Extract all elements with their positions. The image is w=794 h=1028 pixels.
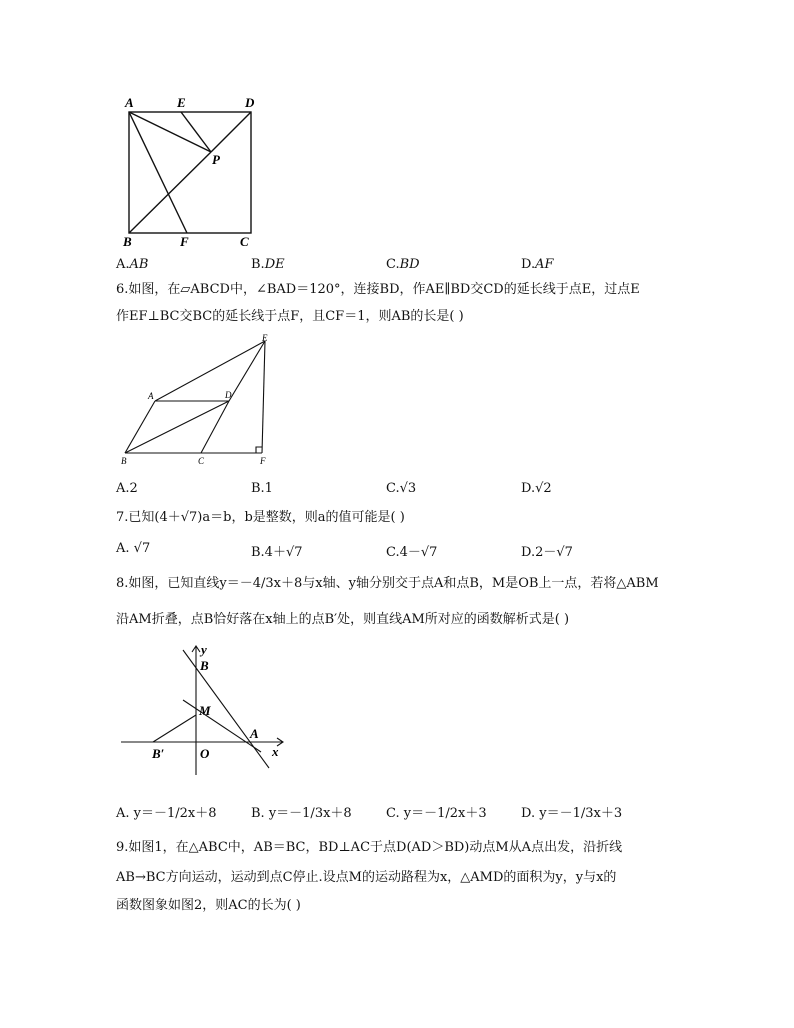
label-O: O [200, 746, 210, 761]
label-D: D [225, 390, 232, 400]
square-figure [115, 90, 275, 250]
q8-stem-line1: 8.如图，已知直线y＝－4/3x＋8与x轴、y轴分别交于点A和点B，M是OB上一点，若将△ABM [116, 576, 659, 591]
q8-option-a: A. y＝－1/2x＋8 [116, 806, 217, 821]
label-A: A [250, 726, 259, 741]
label-B-prime: B′ [152, 746, 165, 761]
q6-option-a: A.2 [116, 481, 138, 496]
q5-option-b: B.DE [251, 257, 285, 272]
label-F: F [180, 234, 189, 249]
coordinate-figure [115, 640, 300, 775]
label-E: E [177, 95, 186, 110]
label-C: C [240, 234, 249, 249]
q6-option-b: B.1 [251, 481, 273, 496]
q7-option-c: C.4－√7 [386, 545, 438, 560]
q6-option-c: C.√3 [386, 481, 417, 496]
x-axis-label: x [272, 744, 279, 759]
q8-option-b: B. y＝－1/3x＋8 [251, 806, 352, 821]
q7-stem: 7.已知(4＋√7)a＝b，b是整数，则a的值可能是( ) [116, 510, 405, 525]
label-C: C [198, 456, 205, 466]
q9-stem-line1: 9.如图1，在△ABC中，AB＝BC，BD⊥AC于点D(AD＞BD)动点M从A点出发，沿折线 [116, 840, 623, 855]
q6-stem-line1: 6.如图，在▱ABCD中，∠BAD＝120°，连接BD，作AE∥BD交CD的延长线于点E，过点E [116, 282, 640, 297]
label-B: B [123, 234, 132, 249]
label-P: P [212, 152, 220, 167]
label-A: A [148, 391, 154, 401]
q8-option-c: C. y＝－1/2x＋3 [386, 806, 487, 821]
q7-option-b: B.4＋√7 [251, 545, 303, 560]
label-M: M [199, 703, 211, 718]
label-B: B [121, 456, 127, 466]
q8-option-d: D. y＝－1/3x＋3 [521, 806, 623, 821]
q8-stem-line2: 沿AM折叠，点B恰好落在x轴上的点B′处，则直线AM所对应的函数解析式是( ) [116, 612, 570, 627]
q5-option-a: A.AB [116, 257, 149, 272]
q5-option-c: C.BD [386, 257, 420, 272]
label-B: B [200, 658, 209, 673]
label-F: F [260, 456, 266, 466]
label-A: A [125, 95, 134, 110]
q7-option-d: D.2－√7 [521, 545, 573, 560]
y-axis-label: y [201, 642, 207, 657]
q9-stem-line2: AB→BC方向运动，运动到点C停止.设点M的运动路程为x，△AMD的面积为y，y与x的 [116, 870, 617, 885]
q7-option-a: A. √7 [116, 541, 151, 556]
q6-stem-line2: 作EF⊥BC交BC的延长线于点F，且CF＝1，则AB的长是( ) [116, 309, 464, 324]
label-D: D [245, 95, 255, 110]
q6-option-d: D.√2 [521, 481, 552, 496]
q5-option-d: D.AF [521, 257, 554, 272]
q9-stem-line3: 函数图象如图2，则AC的长为( ) [116, 898, 301, 913]
parallelogram-figure [115, 333, 275, 468]
label-E: E [262, 333, 268, 343]
